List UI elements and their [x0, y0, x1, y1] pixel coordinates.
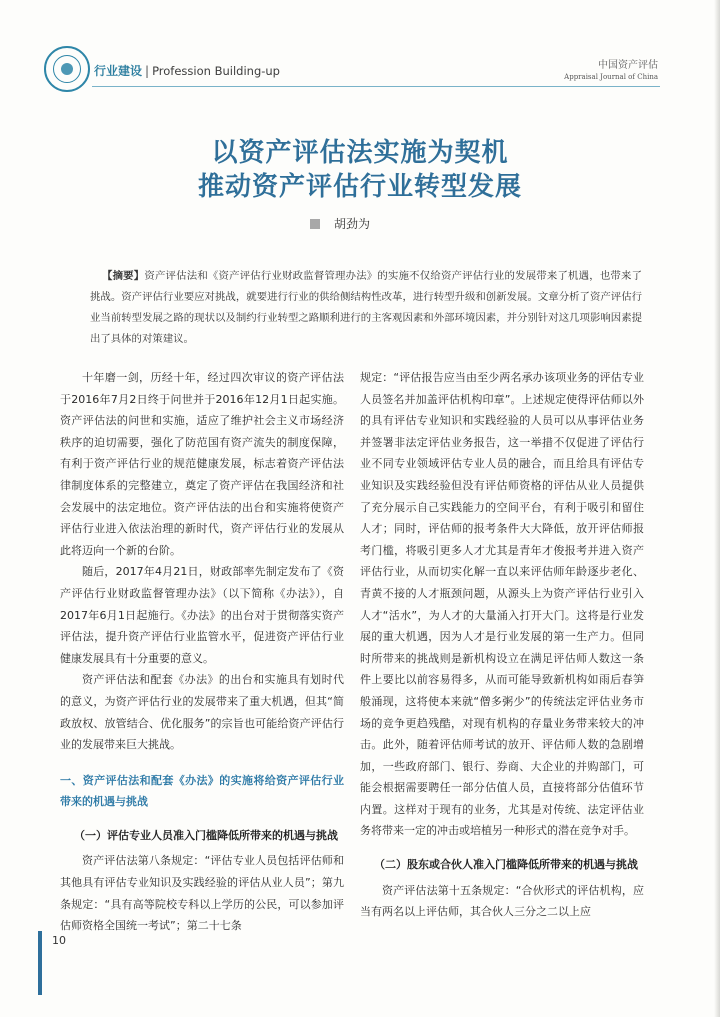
left-column	[60, 367, 344, 937]
abstract	[90, 266, 642, 350]
body-paragraph: 规定：“评估报告应当由至少两名承办该项业务的评估专业人员签名并加盖评估机构印章”。上述规定使得评估师以外的具有评估专业知识和实践经验的人员可以从事评估业务并签署非法定评估业务报告，这一举措不仅促进了评估行业不同专业领域评估专业人员的融合，而且给具有评估专业知识及实践经验但没有评估师资格的评估从业人员提供了充分展示自己实践能力的空间平台，有利于吸引和留住人才；同时，评估师的报考条件大大降低，放开评估师报考门槛，将吸引更多人才尤其是青年才俊报考并进入资产评估行业，从而切实化解一直以来评估师年龄逐步老化、青黄不接的人才瓶颈问题，从源头上为资产评估行业引入人才“活水”，为人才的大量涌入打开大门。这将是行业发展的重大机遇，因为人才是行业发展的第一生产力。但同时所带来的挑战则是新机构设立在满足评估师人数这一条件上要比以前容易得多，从而可能导致新机构如雨后春笋般涌现，这将使本来就“僧多粥少”的传统法定评估业务市场的竞争更趋残酷，对现有机构的存量业务带来较大的冲击。此外，随着评估师考试的放开、评估师人数的急剧增加，一些政府部门、银行、券商、大企业的并购部门，可能会根据需要聘任一部分估值人员，直接将部分估值环节内置。这样对于现有的业务，尤其是对传统、法定评估业务将带来一定的冲击或培植另一种形式的潜在竞争对手。	[360, 371, 644, 838]
abstract-text: 资产评估法和《资产评估行业财政监督管理办法》的实施不仅给资产评估行业的发展带来了机遇，也带来了挑战。资产评估行业要应对挑战，就要进行行业的供给侧结构性改革，进行转型升级和创新发展。文章分析了资产评估行业当前转型发展之路的现状以及制约行业转型之路顺利进行的主客观因素和外部环境因素，并分别针对这几项影响因素提出了具体的对策建议。	[90, 270, 643, 345]
journal-name-cn: 中国资产评估	[598, 60, 658, 71]
abstract-label: 【摘要】	[102, 270, 145, 282]
association-logo	[44, 46, 90, 92]
author-line	[310, 215, 370, 232]
section-separator: |	[145, 64, 150, 78]
subsection-heading: （一）评估专业人员准入门槛降低所带来的机遇与挑战	[74, 828, 338, 842]
article-title	[0, 136, 720, 204]
page-number: 10	[52, 934, 66, 947]
section-name-cn: 行业建设	[94, 64, 143, 78]
body-paragraph: 资产评估法和配套《办法》的出台和实施具有划时代的意义，为资产评估行业的发展带来了重大机遇，但其“简政放权、放管结合、优化服务”的宗旨也可能给资产评估行业的发展带来巨大挑战。	[60, 673, 344, 752]
subsection-heading: （二）股东或合伙人准入门槛降低所带来的机遇与挑战	[374, 858, 638, 872]
title-line-1: 以资产评估法实施为契机	[211, 138, 509, 168]
journal-name-en: Appraisal Journal of China	[564, 72, 658, 81]
author-marker-icon	[310, 219, 320, 229]
body-paragraph: 资产评估法第八条规定：“评估专业人员包括评估师和其他具有评估专业知识及实践经验的评估从业人员”；第九条规定：“具有高等院校专科以上学历的公民，可以参加评估师资格全国统一考试”；第二十七条	[60, 854, 344, 933]
section-name-en: Profession Building-up	[152, 64, 280, 78]
body-paragraph: 资产评估法第十五条规定：“合伙形式的评估机构，应当有两名以上评估师，其合伙人三分之二以上应	[360, 883, 644, 919]
logo-emblem-icon	[61, 63, 73, 75]
page-edge-shadow	[714, 0, 720, 1017]
page-number-bar	[38, 931, 42, 995]
logo-ring-icon	[53, 55, 81, 83]
body-paragraph: 随后，2017年4月21日，财政部率先制定发布了《资产评估行业财政监督管理办法》（以下简称《办法》），自2017年6月1日起施行。《办法》的出台对于贯彻落实资产评估法，提升资产评估行业监管水平，促进资产评估行业健康发展具有十分重要的意义。	[60, 565, 344, 665]
author-name: 胡劲为	[334, 217, 371, 231]
section-tag	[94, 62, 280, 79]
title-line-2: 推动资产评估行业转型发展	[197, 172, 522, 202]
header-rule	[92, 86, 660, 87]
section-heading: 一、资产评估法和配套《办法》的实施将给资产评估行业带来的机遇与挑战	[60, 773, 344, 809]
right-column	[360, 367, 644, 923]
journal-name	[564, 60, 658, 81]
body-paragraph: 十年磨一剑，历经十年，经过四次审议的资产评估法于2016年7月2日终于问世并于2016年12月1日起实施。资产评估法的问世和实施，适应了维护社会主义市场经济秩序的迫切需要，强化了防范国有资产流失的制度保障，有利于资产评估行业的规范健康发展，标志着资产评估法律制度体系的完整建立，奠定了资产评估在我国经济和社会发展中的法定地位。资产评估法的出台和实施将使资产评估行业进入依法治理的新时代，资产评估行业的发展从此将迈向一个新的台阶。	[60, 371, 344, 557]
